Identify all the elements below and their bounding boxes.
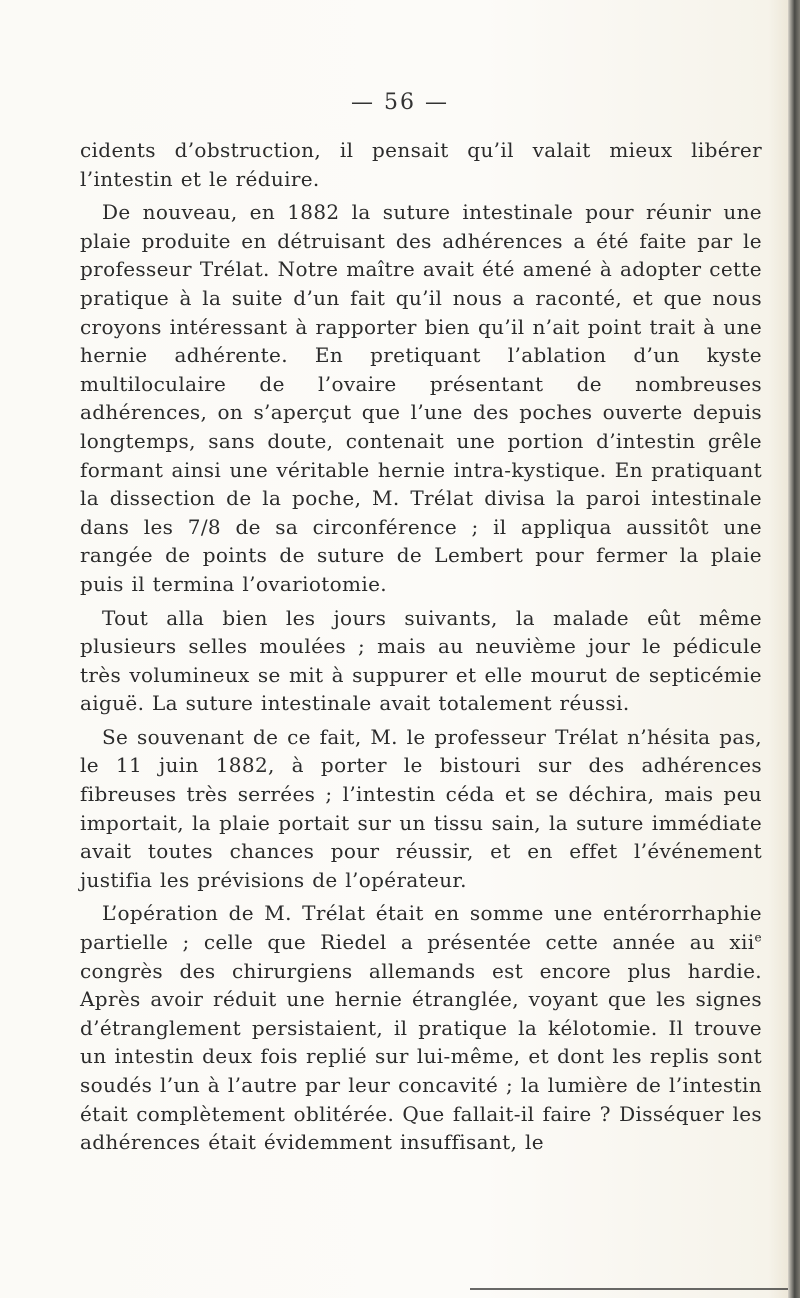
page-binding-edge (788, 0, 800, 1298)
bottom-rule (470, 1288, 788, 1290)
paragraph-outcome: Tout alla bien les jours suivants, la malade eût même plusieurs selles moulées ; mais au neuvième jour le pédicule très volumineux se mit à suppurer et elle mourut de septicémie aiguë. La suture intestinale avait totalement réussi. (80, 605, 762, 716)
page-number: — 56 — (351, 90, 449, 115)
paragraph-suture-trelat: De nouveau, en 1882 la suture intestinale pour réunir une plaie produite en détruisant des adhérences a été faite par le professeur Trélat. Notre maître avait été amené à adopter cette pratique à la suite d’un fait qu’il nous a raconté, et que nous croyons intéressant à rapporter bien qu’il n’ait point trait à une hernie adhérente. En pretiquant l’ablation d’un kyste multiloculaire de l’ovaire présentant de nombreuses adhérences, on s’aperçut que l’une des poches ouverte depuis longtemps, sans doute, contenait une portion d’intestin grêle formant ainsi une véritable hernie intra-kystique. En pratiquant la dissection de la poche, M. Trélat divisa la paroi intestinale dans les 7/8 de sa circonférence ; il appliqua aussitôt une rangée de points de suture de Lembert pour fermer la plaie puis il termina l’ovariotomie. (80, 200, 762, 596)
paragraph-june-1882: Se souvenant de ce fait, M. le professeur Trélat n’hésita pas, le 11 juin 1882, à porter le bistouri sur des adhérences fibreuses très serrées ; l’intestin céda et se déchira, mais peu importait, la plaie portait sur un tissu sain, la suture immédiate avait toutes chances pour réussir, et en effet l’événement justifia les prévisions de l’opérateur. (80, 724, 762, 892)
body-text (80, 136, 762, 1157)
paragraph-riedel-part-2: congrès des chirurgiens allemands est encore plus hardie. Après avoir réduit une hernie étranglée, voyant que les signes d’étranglement persistaient, il pratique la kélotomie. Il trouve un intestin deux fois replié sur lui-même, et dont les replis sont soudés l’un à l’autre par leur concavité ; la lumière de l’intestin était complètement oblitérée. Que fallait-il faire ? Disséquer les adhérences était évidemment insuffisant, le (80, 958, 762, 1155)
paragraph-riedel-part-1: L’opération de M. Trélat était en somme une entérorrhaphie partielle ; celle que Riedel a présentée cette année au xii (80, 901, 762, 955)
ordinal-superscript: e (754, 930, 762, 945)
paragraph-riedel (80, 899, 762, 1156)
paragraph-continuation: cidents d’obstruction, il pensait qu’il valait mieux libérer l’intestin et le réduire. (80, 138, 762, 191)
